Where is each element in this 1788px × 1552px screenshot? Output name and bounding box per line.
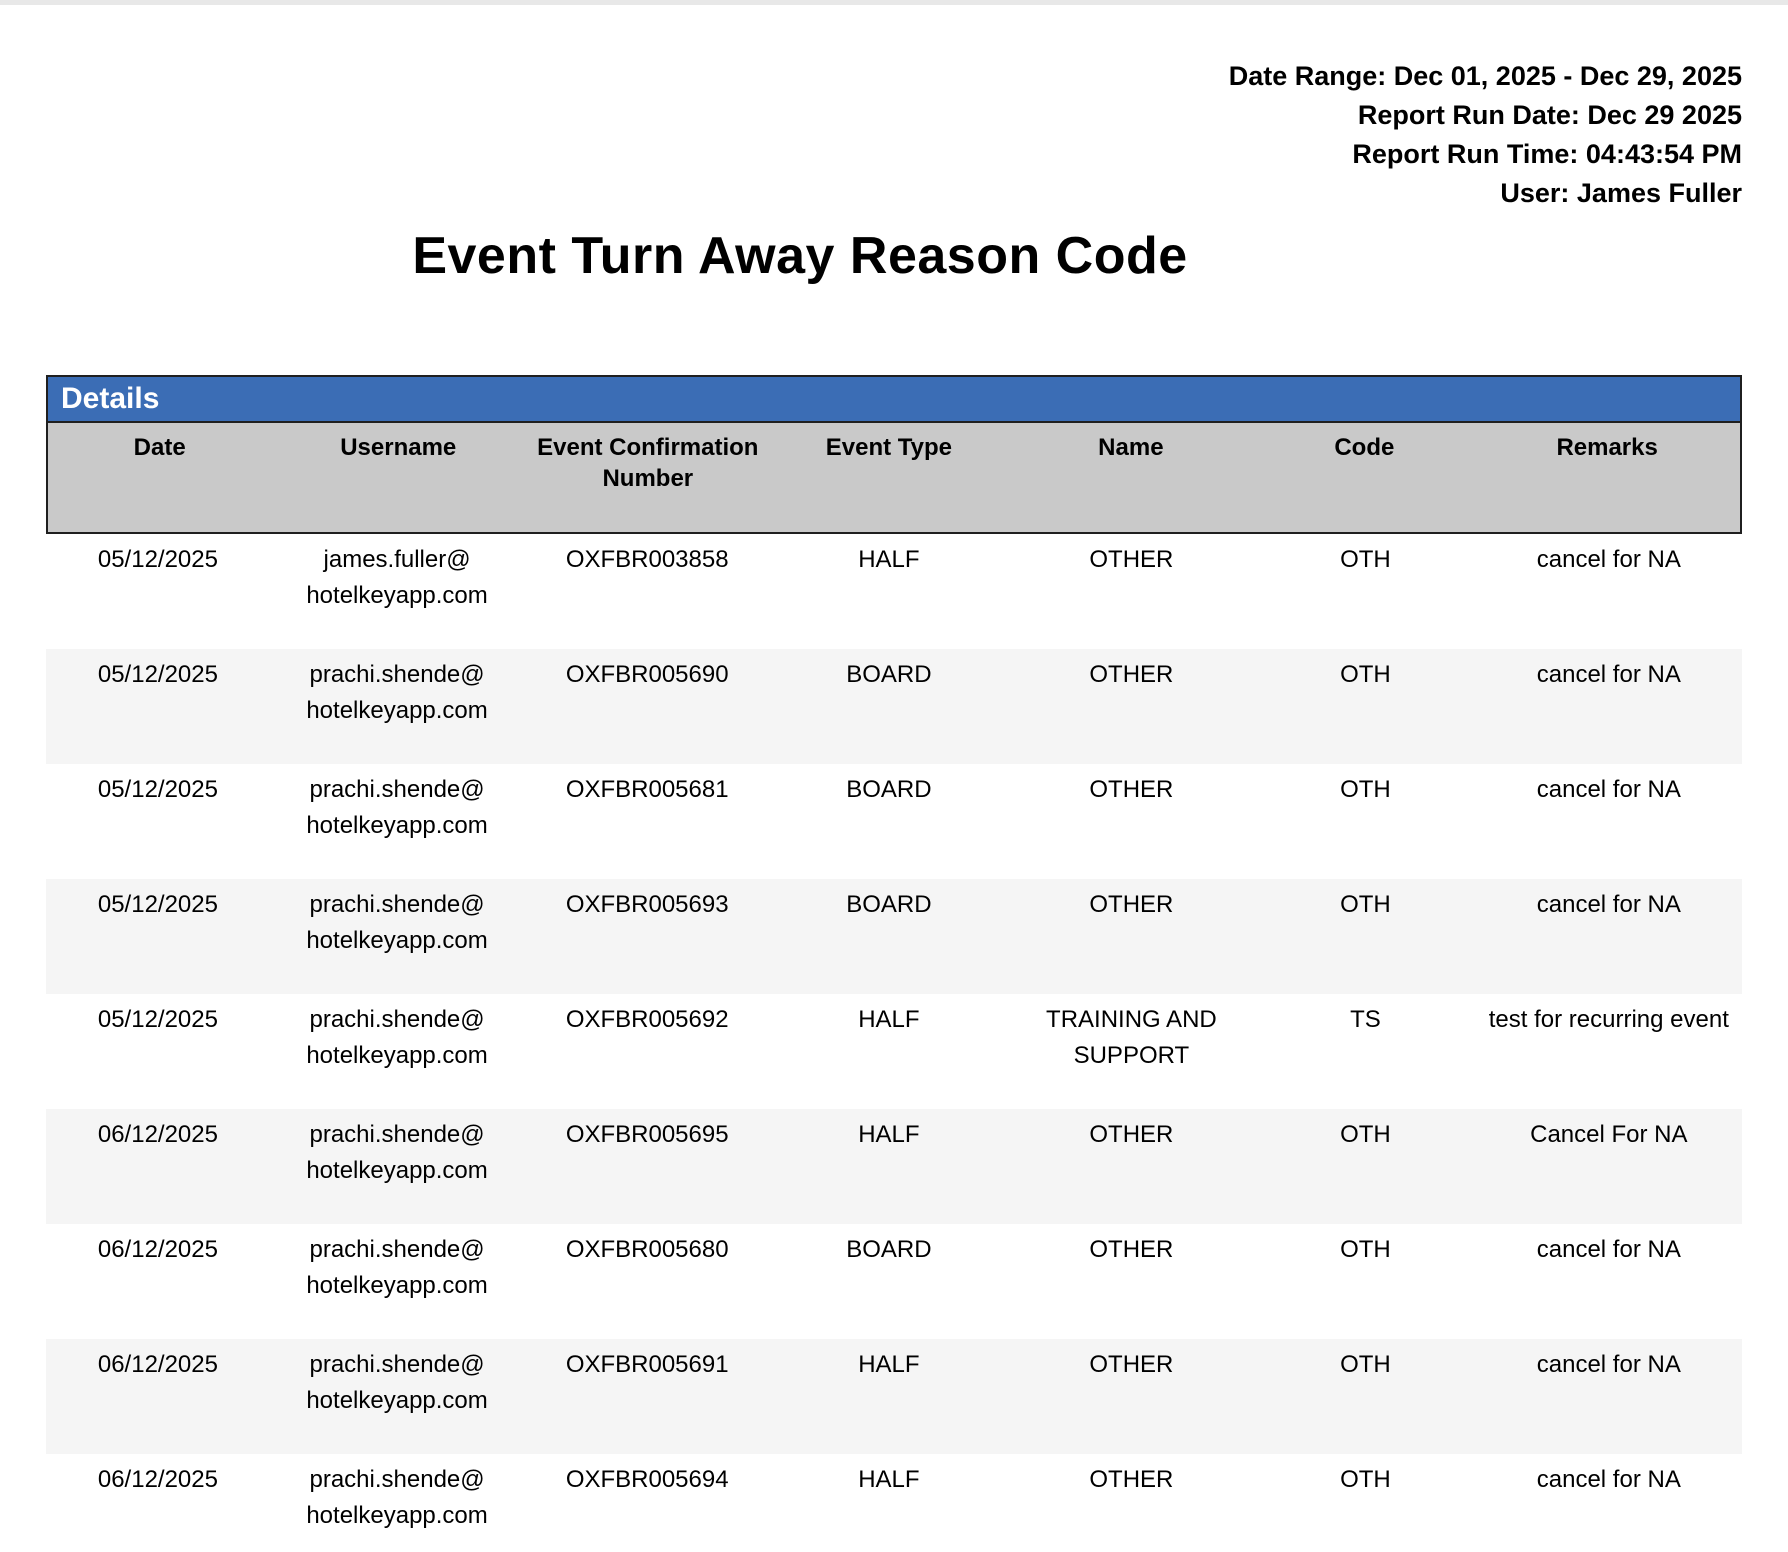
cell-date: 05/12/2025	[97, 546, 218, 573]
table-row	[46, 994, 1742, 1109]
report-user: User: James Fuller	[1500, 178, 1742, 208]
details-table	[46, 375, 1742, 1552]
column-header: Username	[340, 434, 457, 461]
cell-name: OTHER	[1089, 546, 1174, 573]
cell-event_type: HALF	[858, 1121, 920, 1148]
cell-remarks: cancel for NA	[1536, 1351, 1681, 1378]
cell-name: OTHER	[1089, 1351, 1174, 1378]
cell-date: 05/12/2025	[97, 661, 218, 688]
cell-event_type: BOARD	[846, 1236, 932, 1263]
cell-username: prachi.​shende@​hotelkeyapp.​com	[306, 661, 488, 724]
cell-name: OTHER	[1089, 1121, 1174, 1148]
cell-event_type: HALF	[858, 1466, 920, 1493]
cell-confirmation: OXFBR005681	[565, 776, 729, 803]
cell-code: TS	[1350, 1006, 1381, 1033]
cell-username: prachi.​shende@​hotelkeyapp.​com	[306, 1006, 488, 1069]
cell-event_type: BOARD	[846, 661, 932, 688]
cell-username: prachi.​shende@​hotelkeyapp.​com	[306, 1121, 488, 1184]
details-section-header: Details	[46, 375, 1742, 421]
cell-code: OTH	[1340, 1236, 1391, 1263]
cell-username: prachi.​shende@​hotelkeyapp.​com	[306, 1351, 488, 1414]
cell-date: 06/12/2025	[97, 1121, 218, 1148]
cell-code: OTH	[1340, 661, 1391, 688]
cell-username: prachi.​shende@​hotelkeyapp.​com	[306, 891, 488, 954]
cell-date: 06/12/2025	[97, 1351, 218, 1378]
cell-code: OTH	[1340, 891, 1391, 918]
cell-code: OTH	[1340, 1121, 1391, 1148]
cell-date: 05/12/2025	[97, 1006, 218, 1033]
cell-name: OTHER	[1089, 661, 1174, 688]
cell-code: OTH	[1340, 1466, 1391, 1493]
report-date-range: Date Range: Dec 01, 2025 - Dec 29, 2025	[1228, 61, 1742, 91]
report-run-info	[0, 57, 1742, 213]
table-row	[46, 1454, 1742, 1552]
page-title: Event Turn Away Reason Code	[412, 227, 1188, 285]
table-row	[46, 649, 1742, 764]
table-row	[46, 1109, 1742, 1224]
cell-confirmation: OXFBR005691	[565, 1351, 729, 1378]
cell-remarks: cancel for NA	[1536, 1466, 1681, 1493]
cell-code: OTH	[1340, 1351, 1391, 1378]
cell-confirmation: OXFBR005690	[565, 661, 729, 688]
cell-username: james.​fuller@​hotelkeyapp.​com	[306, 546, 488, 609]
column-header: Code	[1334, 434, 1395, 461]
cell-confirmation: OXFBR005693	[565, 891, 729, 918]
cell-name: OTHER	[1089, 1466, 1174, 1493]
table-header-row	[46, 421, 1742, 534]
table-row	[46, 1224, 1742, 1339]
cell-date: 06/12/2025	[97, 1236, 218, 1263]
cell-remarks: Cancel For NA	[1530, 1121, 1688, 1148]
cell-username: prachi.​shende@​hotelkeyapp.​com	[306, 1236, 488, 1299]
top-strip	[0, 0, 1788, 5]
table-body	[46, 534, 1742, 1552]
cell-name: OTHER	[1089, 891, 1174, 918]
cell-remarks: cancel for NA	[1536, 546, 1681, 573]
cell-event_type: BOARD	[846, 776, 932, 803]
cell-confirmation: OXFBR005680	[565, 1236, 729, 1263]
cell-remarks: cancel for NA	[1536, 776, 1681, 803]
cell-code: OTH	[1340, 776, 1391, 803]
cell-confirmation: OXFBR005692	[565, 1006, 729, 1033]
column-header: Event Confirmation Number	[537, 434, 759, 492]
cell-event_type: HALF	[858, 1006, 920, 1033]
cell-name: TRAINING AND SUPPORT	[1046, 1006, 1217, 1069]
cell-code: OTH	[1340, 546, 1391, 573]
cell-username: prachi.​shende@​hotelkeyapp.​com	[306, 776, 488, 839]
cell-confirmation: OXFBR005695	[565, 1121, 729, 1148]
table-row	[46, 1339, 1742, 1454]
report-run-date: Report Run Date: Dec 29 2025	[1357, 100, 1742, 130]
table-row	[46, 879, 1742, 994]
cell-remarks: cancel for NA	[1536, 1236, 1681, 1263]
cell-remarks: test for recurring event	[1488, 1006, 1729, 1033]
table-row	[46, 534, 1742, 649]
cell-event_type: BOARD	[846, 891, 932, 918]
cell-username: prachi.​shende@​hotelkeyapp.​com	[306, 1466, 488, 1529]
cell-name: OTHER	[1089, 1236, 1174, 1263]
cell-confirmation: OXFBR005694	[565, 1466, 729, 1493]
column-header: Event Type	[825, 434, 953, 461]
report-run-time: Report Run Time: 04:43:54 PM	[1352, 139, 1742, 169]
cell-remarks: cancel for NA	[1536, 891, 1681, 918]
cell-date: 05/12/2025	[97, 776, 218, 803]
cell-event_type: HALF	[858, 546, 920, 573]
column-header: Remarks	[1556, 434, 1658, 461]
cell-date: 06/12/2025	[97, 1466, 218, 1493]
table-row	[46, 764, 1742, 879]
column-header: Date	[133, 434, 186, 461]
cell-confirmation: OXFBR003858	[565, 546, 729, 573]
cell-date: 05/12/2025	[97, 891, 218, 918]
column-header: Name	[1098, 434, 1164, 461]
cell-name: OTHER	[1089, 776, 1174, 803]
cell-event_type: HALF	[858, 1351, 920, 1378]
cell-remarks: cancel for NA	[1536, 661, 1681, 688]
